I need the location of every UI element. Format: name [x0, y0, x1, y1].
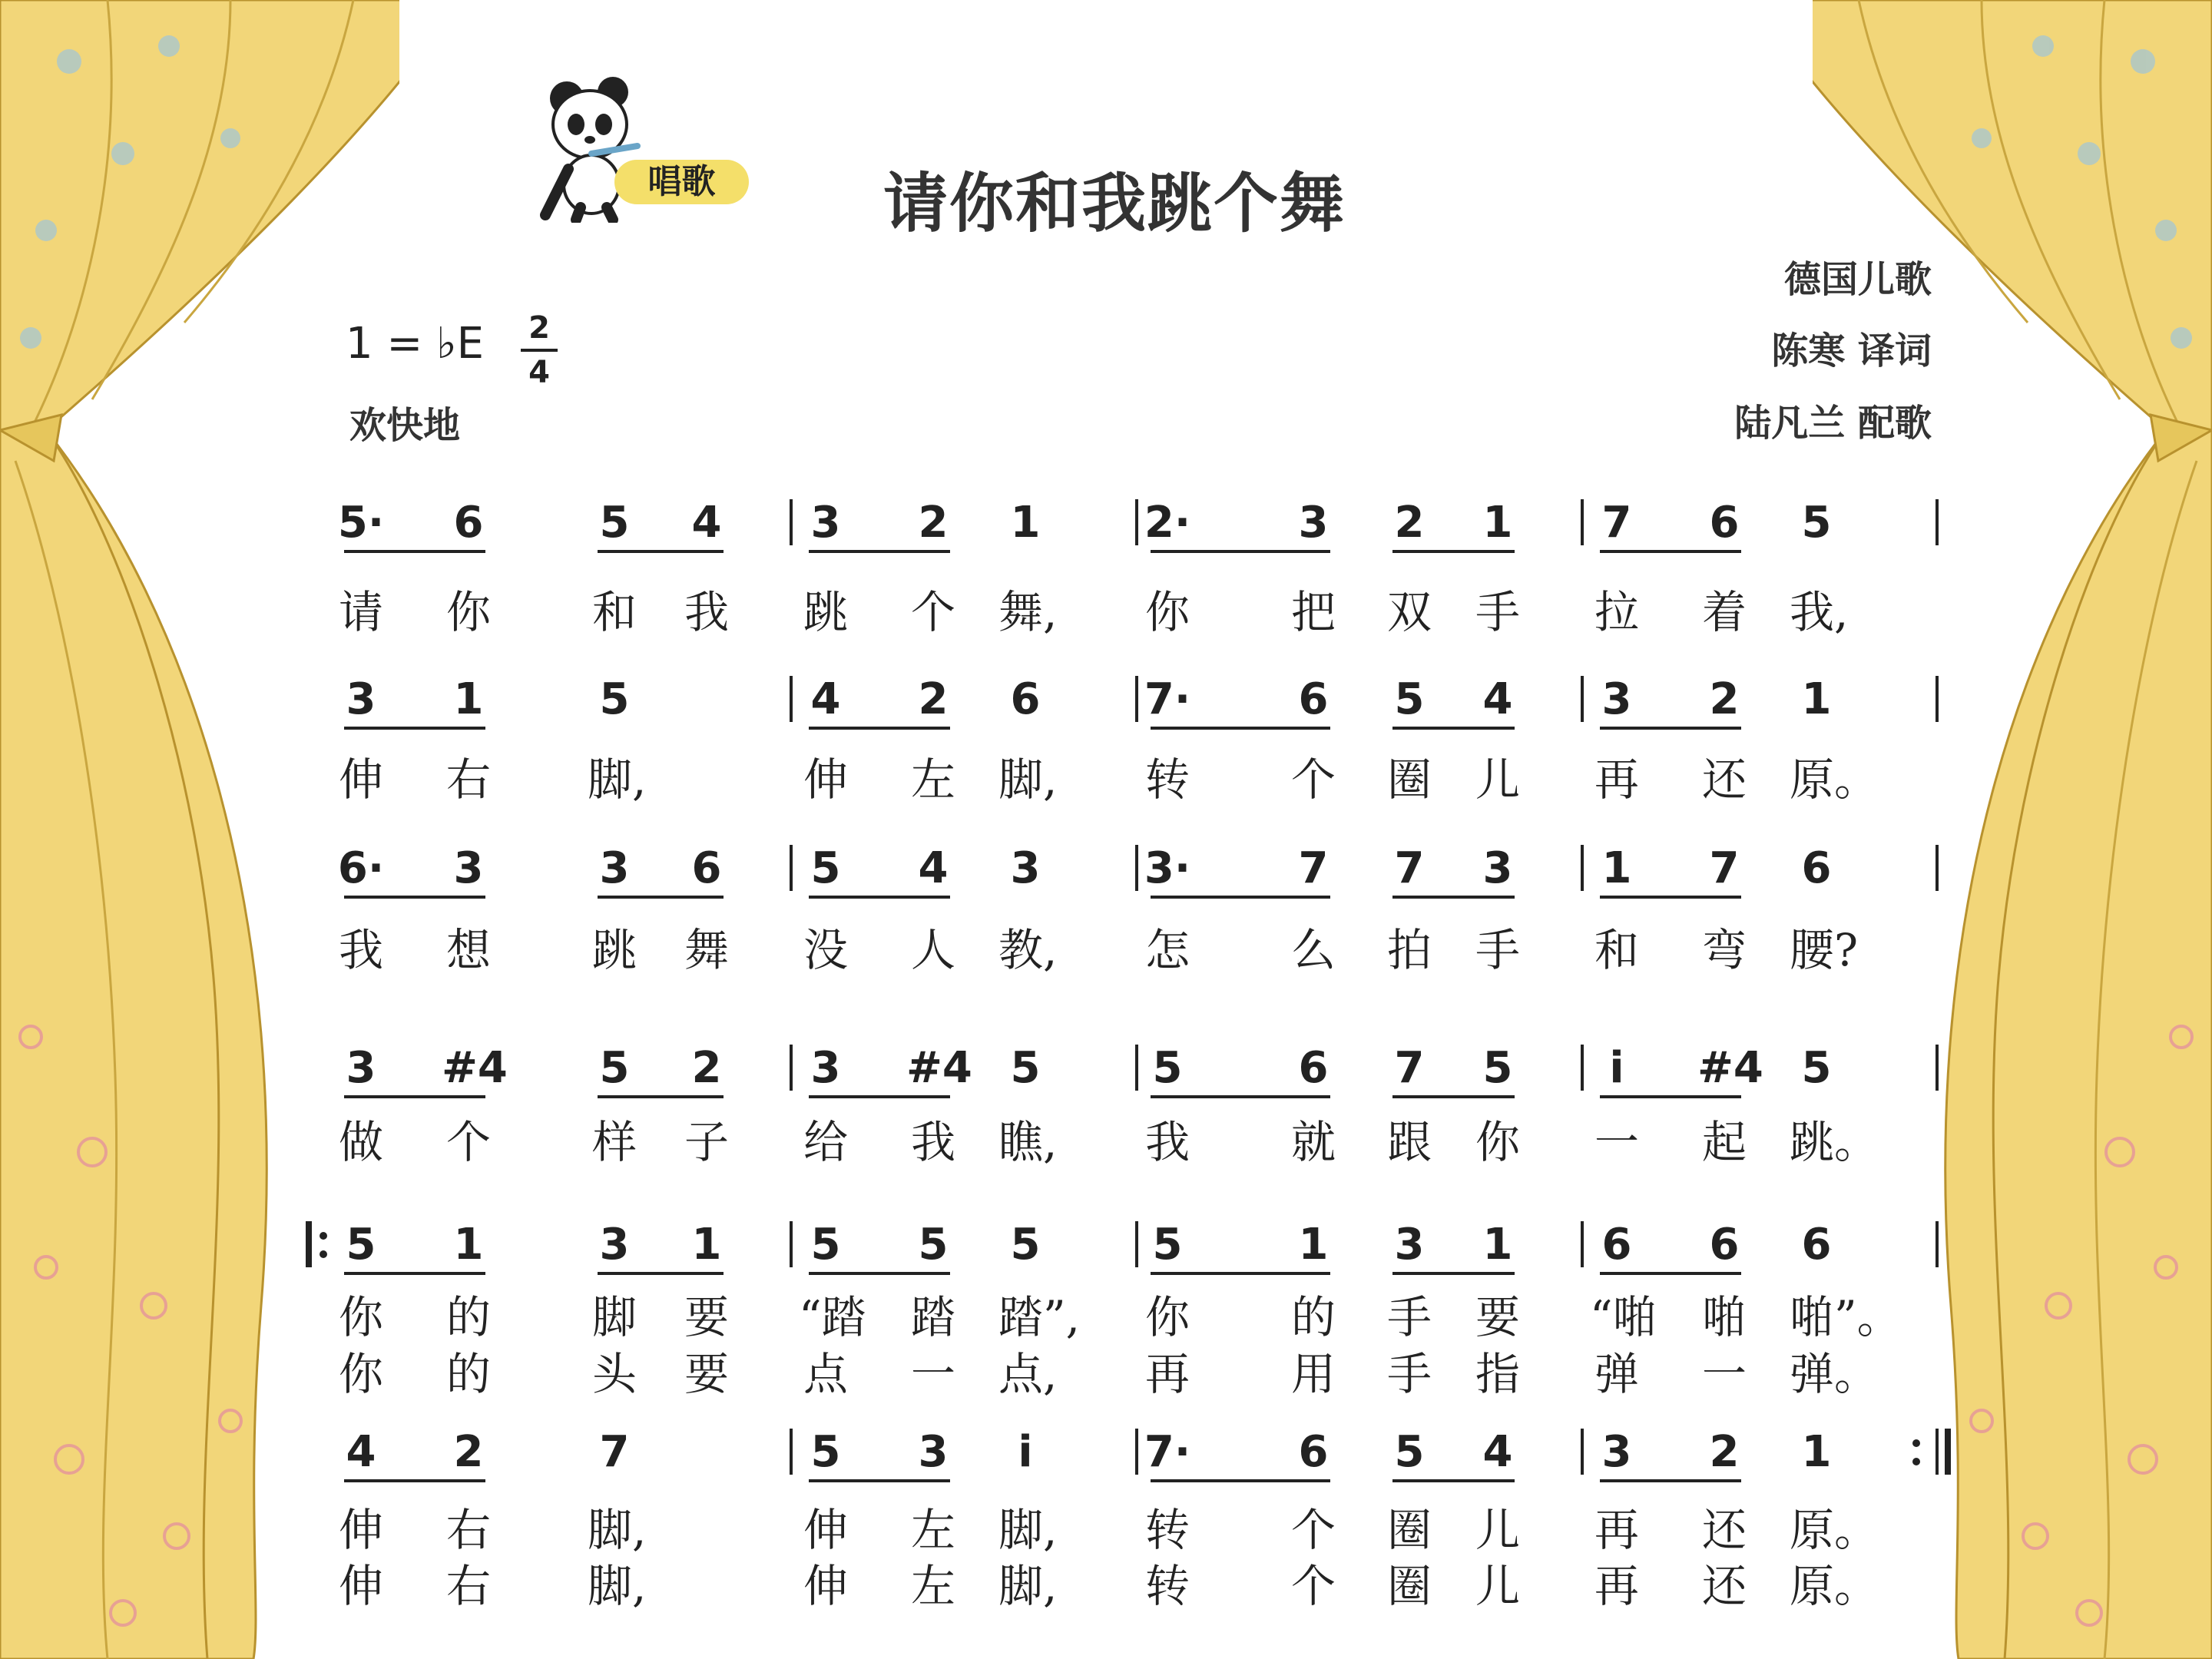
note: 3	[810, 498, 841, 548]
note: 5	[1482, 1043, 1513, 1093]
note: 3	[1010, 843, 1041, 893]
note: 1	[1298, 1220, 1329, 1270]
lyric-syllable: 啪	[1701, 1291, 1747, 1343]
lyric-syllable: 一	[1701, 1348, 1747, 1400]
lyric-syllable: 点,	[998, 1348, 1058, 1400]
bar-line	[1936, 1221, 1939, 1267]
note: 6	[1298, 1043, 1329, 1093]
repeat-end-dot	[1912, 1458, 1920, 1465]
note: 3	[918, 1427, 949, 1477]
repeat-end-dot	[1912, 1439, 1920, 1447]
note-beam	[1151, 727, 1330, 730]
note-beam	[1600, 727, 1741, 730]
lyric-syllable: 再	[1144, 1348, 1190, 1400]
note: 2	[1394, 498, 1425, 548]
note: 5	[1394, 674, 1425, 724]
note: 2	[918, 674, 949, 724]
lyric-syllable: 你	[1475, 1116, 1520, 1168]
lyric-syllable: 圈	[1386, 1504, 1432, 1556]
lyric-syllable: 个	[910, 586, 955, 638]
note: 3	[346, 674, 376, 724]
lyric-syllable: 伸	[338, 1560, 383, 1612]
lyric-syllable: 和	[591, 586, 637, 638]
bar-line	[1581, 845, 1584, 891]
lyric-syllable: 伸	[338, 1504, 383, 1556]
lyric-syllable: 转	[1144, 753, 1190, 806]
lyric-syllable: 手	[1475, 586, 1520, 638]
lyric-syllable: 左	[910, 753, 955, 806]
lyric-syllable: 左	[910, 1560, 955, 1612]
lyric-syllable: 做	[338, 1116, 383, 1168]
bar-line	[1135, 1429, 1138, 1475]
song-title: 请你和我跳个舞	[883, 166, 1346, 241]
note: 1	[453, 674, 484, 724]
lyric-syllable: 我	[1144, 1116, 1190, 1168]
lyric-syllable: 人	[910, 924, 955, 976]
lyric-syllable: 跳。	[1790, 1116, 1879, 1168]
lyric-syllable: 瞧,	[998, 1116, 1058, 1168]
lyric-syllable: 跟	[1386, 1116, 1432, 1168]
time-signature-top: 2	[528, 310, 550, 346]
note: #4	[906, 1043, 972, 1093]
note: 5	[599, 674, 630, 724]
note-beam	[344, 550, 485, 553]
lyric-syllable: 右	[445, 753, 491, 806]
note: 6	[1801, 1220, 1832, 1270]
lyric-syllable: 脚,	[998, 1560, 1058, 1612]
note: 7·	[1144, 1427, 1191, 1477]
lyric-syllable: 脚	[591, 1291, 637, 1343]
lyric-syllable: 没	[803, 924, 848, 976]
lyric-syllable: 舞,	[998, 586, 1058, 638]
bar-line	[1581, 1221, 1584, 1267]
note: 5	[599, 1043, 630, 1093]
note: 7	[1601, 498, 1632, 548]
lyric-syllable: 原。	[1790, 1560, 1879, 1612]
lyric-syllable: 啪”。	[1790, 1291, 1902, 1343]
note: 4	[918, 843, 949, 893]
lyric-syllable: 还	[1701, 1504, 1747, 1556]
section-badge: 唱歌	[614, 160, 749, 204]
lyric-syllable: 教,	[998, 924, 1058, 976]
lyric-syllable: 请	[338, 586, 383, 638]
note-beam	[344, 727, 485, 730]
note-beam	[1392, 727, 1515, 730]
note: #4	[1697, 1043, 1763, 1093]
credit-arranger: 陆凡兰 配歌	[1734, 402, 1932, 445]
bar-line	[790, 1221, 793, 1267]
lyric-syllable: 你	[338, 1291, 383, 1343]
lyric-syllable: 的	[445, 1348, 491, 1400]
lyric-syllable: 的	[1290, 1291, 1336, 1343]
note-beam	[809, 1479, 950, 1482]
note: 6	[1010, 674, 1041, 724]
lyric-syllable: 再	[1594, 753, 1639, 806]
note: 7·	[1144, 674, 1191, 724]
note-beam	[1151, 896, 1330, 899]
lyric-syllable: 的	[445, 1291, 491, 1343]
note: 5·	[337, 498, 385, 548]
lyric-syllable: 给	[803, 1116, 848, 1168]
note: i	[1609, 1043, 1624, 1093]
note-beam	[344, 1479, 485, 1482]
note: 5	[1152, 1220, 1183, 1270]
lyric-syllable: 脚,	[588, 1560, 647, 1612]
note: 2	[1709, 674, 1740, 724]
lyric-syllable: 要	[684, 1348, 729, 1400]
lyric-syllable: 指	[1475, 1348, 1520, 1400]
lyric-syllable: 拍	[1386, 924, 1432, 976]
note: 6	[691, 843, 722, 893]
lyric-syllable: 一	[910, 1348, 955, 1400]
note-beam	[1151, 1479, 1330, 1482]
lyric-syllable: 把	[1290, 586, 1336, 638]
note: 7	[1298, 843, 1329, 893]
note: 1	[1801, 674, 1832, 724]
key-signature: 1 = ♭E	[346, 319, 484, 369]
note: 4	[1482, 1427, 1513, 1477]
bar-line	[1936, 1429, 1939, 1475]
repeat-end-line	[1945, 1429, 1951, 1475]
note-beam	[598, 896, 724, 899]
note: 3	[346, 1043, 376, 1093]
lyric-syllable: 再	[1594, 1504, 1639, 1556]
bar-line	[1936, 676, 1939, 722]
bar-line	[1581, 499, 1584, 545]
note: 3	[1482, 843, 1513, 893]
lyric-syllable: 脚,	[998, 1504, 1058, 1556]
lyric-syllable: 圈	[1386, 1560, 1432, 1612]
note: 3·	[1144, 843, 1191, 893]
note: 6·	[337, 843, 385, 893]
note: i	[1018, 1427, 1033, 1477]
note: 6	[1298, 674, 1329, 724]
lyric-syllable: 原。	[1790, 1504, 1879, 1556]
note-beam	[809, 1272, 950, 1275]
note: 5	[1801, 1043, 1832, 1093]
lyric-syllable: 一	[1594, 1116, 1639, 1168]
lyric-syllable: 子	[684, 1116, 729, 1168]
bar-line	[1936, 499, 1939, 545]
lyric-syllable: 你	[1144, 1291, 1190, 1343]
note: 1	[1601, 843, 1632, 893]
lyric-syllable: 儿	[1475, 753, 1520, 806]
lyric-syllable: 踏”,	[998, 1291, 1081, 1343]
lyric-syllable: 头	[591, 1348, 637, 1400]
lyric-syllable: 用	[1290, 1348, 1336, 1400]
bar-line	[1135, 499, 1138, 545]
note-beam	[598, 550, 724, 553]
note: 1	[1010, 498, 1041, 548]
lyric-syllable: 手	[1386, 1291, 1432, 1343]
note-beam	[1600, 1479, 1741, 1482]
lyric-syllable: 就	[1290, 1116, 1336, 1168]
note: 1	[691, 1220, 722, 1270]
note: 4	[346, 1427, 376, 1477]
lyric-syllable: 你	[338, 1348, 383, 1400]
lyric-syllable: 右	[445, 1504, 491, 1556]
note-beam	[809, 550, 950, 553]
note: 7	[1709, 843, 1740, 893]
lyric-syllable: 右	[445, 1560, 491, 1612]
bar-line	[1936, 1045, 1939, 1091]
note: 7	[1394, 843, 1425, 893]
lyric-syllable: 个	[1290, 753, 1336, 806]
note-beam	[344, 896, 485, 899]
note: 5	[1010, 1220, 1041, 1270]
note-beam	[598, 1095, 724, 1098]
lyric-syllable: 我,	[1790, 586, 1849, 638]
note-beam	[1600, 896, 1741, 899]
note: 5	[810, 843, 841, 893]
note-beam	[1392, 896, 1515, 899]
note: 3	[599, 843, 630, 893]
note: 2	[691, 1043, 722, 1093]
note: 5	[346, 1220, 376, 1270]
note: 7	[1394, 1043, 1425, 1093]
note: 1	[453, 1220, 484, 1270]
bar-line	[1581, 1429, 1584, 1475]
note: 3	[1298, 498, 1329, 548]
lyric-syllable: 我	[684, 586, 729, 638]
lyric-syllable: 脚,	[588, 1504, 647, 1556]
note-beam	[1392, 1479, 1515, 1482]
lyric-syllable: “踏	[799, 1291, 866, 1343]
credit-origin: 德国儿歌	[1783, 258, 1932, 301]
lyric-syllable: 着	[1701, 586, 1747, 638]
note: 2	[918, 498, 949, 548]
note: 4	[810, 674, 841, 724]
lyric-syllable: 舞	[684, 924, 729, 976]
note-beam	[1392, 1272, 1515, 1275]
lyric-syllable: 脚,	[588, 753, 647, 806]
note-beam	[1151, 1095, 1330, 1098]
note: 6	[1298, 1427, 1329, 1477]
lyric-syllable: 弹	[1594, 1348, 1639, 1400]
lyric-syllable: 要	[684, 1291, 729, 1343]
note: 6	[1709, 1220, 1740, 1270]
lyric-syllable: 跳	[803, 586, 848, 638]
note: 2	[453, 1427, 484, 1477]
lyric-syllable: 起	[1701, 1116, 1747, 1168]
note-beam	[809, 896, 950, 899]
note-beam	[809, 1095, 950, 1098]
lyric-syllable: 转	[1144, 1504, 1190, 1556]
lyric-syllable: 我	[910, 1116, 955, 1168]
lyric-syllable: 脚,	[998, 753, 1058, 806]
repeat-start-dot	[320, 1232, 327, 1240]
lyric-syllable: 左	[910, 1504, 955, 1556]
note: 3	[1601, 1427, 1632, 1477]
lyric-syllable: 圈	[1386, 753, 1432, 806]
lyric-syllable: “啪	[1590, 1291, 1657, 1343]
bar-line	[1135, 845, 1138, 891]
lyric-syllable: 还	[1701, 753, 1747, 806]
note: 5	[599, 498, 630, 548]
bar-line	[790, 676, 793, 722]
lyric-syllable: 点	[803, 1348, 848, 1400]
note-beam	[809, 727, 950, 730]
lyric-syllable: 儿	[1475, 1560, 1520, 1612]
lyric-syllable: 伸	[338, 753, 383, 806]
credit-lyricist: 陈寒 译词	[1771, 329, 1932, 373]
note-beam	[1600, 1272, 1741, 1275]
lyric-syllable: 个	[445, 1116, 491, 1168]
bar-line	[790, 1045, 793, 1091]
note: 5	[918, 1220, 949, 1270]
repeat-start-dot	[320, 1250, 327, 1258]
note: 3	[1601, 674, 1632, 724]
note: 5	[1010, 1043, 1041, 1093]
note: 6	[1601, 1220, 1632, 1270]
note: 4	[691, 498, 722, 548]
lyric-syllable: 样	[591, 1116, 637, 1168]
note: 3	[1394, 1220, 1425, 1270]
note: 5	[1801, 498, 1832, 548]
note: 3	[599, 1220, 630, 1270]
lyric-syllable: 你	[445, 586, 491, 638]
note-beam	[344, 1095, 485, 1098]
bar-line	[790, 499, 793, 545]
note: 6	[1801, 843, 1832, 893]
note: 3	[810, 1043, 841, 1093]
note: 6	[1709, 498, 1740, 548]
lyric-syllable: 想	[445, 924, 491, 976]
note-beam	[1392, 550, 1515, 553]
bar-line	[1936, 845, 1939, 891]
lyric-syllable: 转	[1144, 1560, 1190, 1612]
note: #4	[442, 1043, 508, 1093]
note: 6	[453, 498, 484, 548]
lyric-syllable: 么	[1290, 924, 1336, 976]
lyric-syllable: 手	[1475, 924, 1520, 976]
lyric-syllable: 踏	[910, 1291, 955, 1343]
lyric-syllable: 伸	[803, 1560, 848, 1612]
note-beam	[1151, 550, 1330, 553]
note-beam	[1151, 1272, 1330, 1275]
note: 5	[1152, 1043, 1183, 1093]
lyric-syllable: 弹。	[1790, 1348, 1879, 1400]
lyric-syllable: 怎	[1144, 924, 1190, 976]
note: 5	[810, 1427, 841, 1477]
lyric-syllable: 双	[1386, 586, 1432, 638]
bar-line	[1135, 676, 1138, 722]
lyric-syllable: 和	[1594, 924, 1639, 976]
note: 3	[453, 843, 484, 893]
note-beam	[1600, 1095, 1741, 1098]
note: 1	[1482, 498, 1513, 548]
note: 2	[1709, 1427, 1740, 1477]
note: 1	[1801, 1427, 1832, 1477]
bar-line	[1135, 1221, 1138, 1267]
note: 4	[1482, 674, 1513, 724]
lyric-syllable: 个	[1290, 1504, 1336, 1556]
lyric-syllable: 儿	[1475, 1504, 1520, 1556]
note-beam	[1392, 1095, 1515, 1098]
lyric-syllable: 跳	[591, 924, 637, 976]
lyric-syllable: 还	[1701, 1560, 1747, 1612]
lyric-syllable: 伸	[803, 753, 848, 806]
bar-line	[790, 1429, 793, 1475]
lyric-syllable: 手	[1386, 1348, 1432, 1400]
bar-line	[790, 845, 793, 891]
lyric-syllable: 伸	[803, 1504, 848, 1556]
repeat-start-line	[306, 1221, 312, 1267]
time-signature-bottom: 4	[528, 355, 550, 390]
note: 5	[810, 1220, 841, 1270]
note-beam	[598, 1272, 724, 1275]
note-beam	[344, 1272, 485, 1275]
note: 7	[599, 1427, 630, 1477]
lyric-syllable: 弯	[1701, 924, 1747, 976]
note: 5	[1394, 1427, 1425, 1477]
bar-line	[1135, 1045, 1138, 1091]
lyric-syllable: 拉	[1594, 586, 1639, 638]
tempo-marking: 欢快地	[349, 404, 461, 447]
note-beam	[1600, 550, 1741, 553]
lyric-syllable: 个	[1290, 1560, 1336, 1612]
lyric-syllable: 要	[1475, 1291, 1520, 1343]
lyric-syllable: 我	[338, 924, 383, 976]
lyric-syllable: 腰?	[1790, 924, 1859, 976]
lyric-syllable: 你	[1144, 586, 1190, 638]
note: 2·	[1144, 498, 1191, 548]
bar-line	[1581, 1045, 1584, 1091]
lyric-syllable: 再	[1594, 1560, 1639, 1612]
lyric-syllable: 原。	[1790, 753, 1879, 806]
bar-line	[1581, 676, 1584, 722]
note: 1	[1482, 1220, 1513, 1270]
